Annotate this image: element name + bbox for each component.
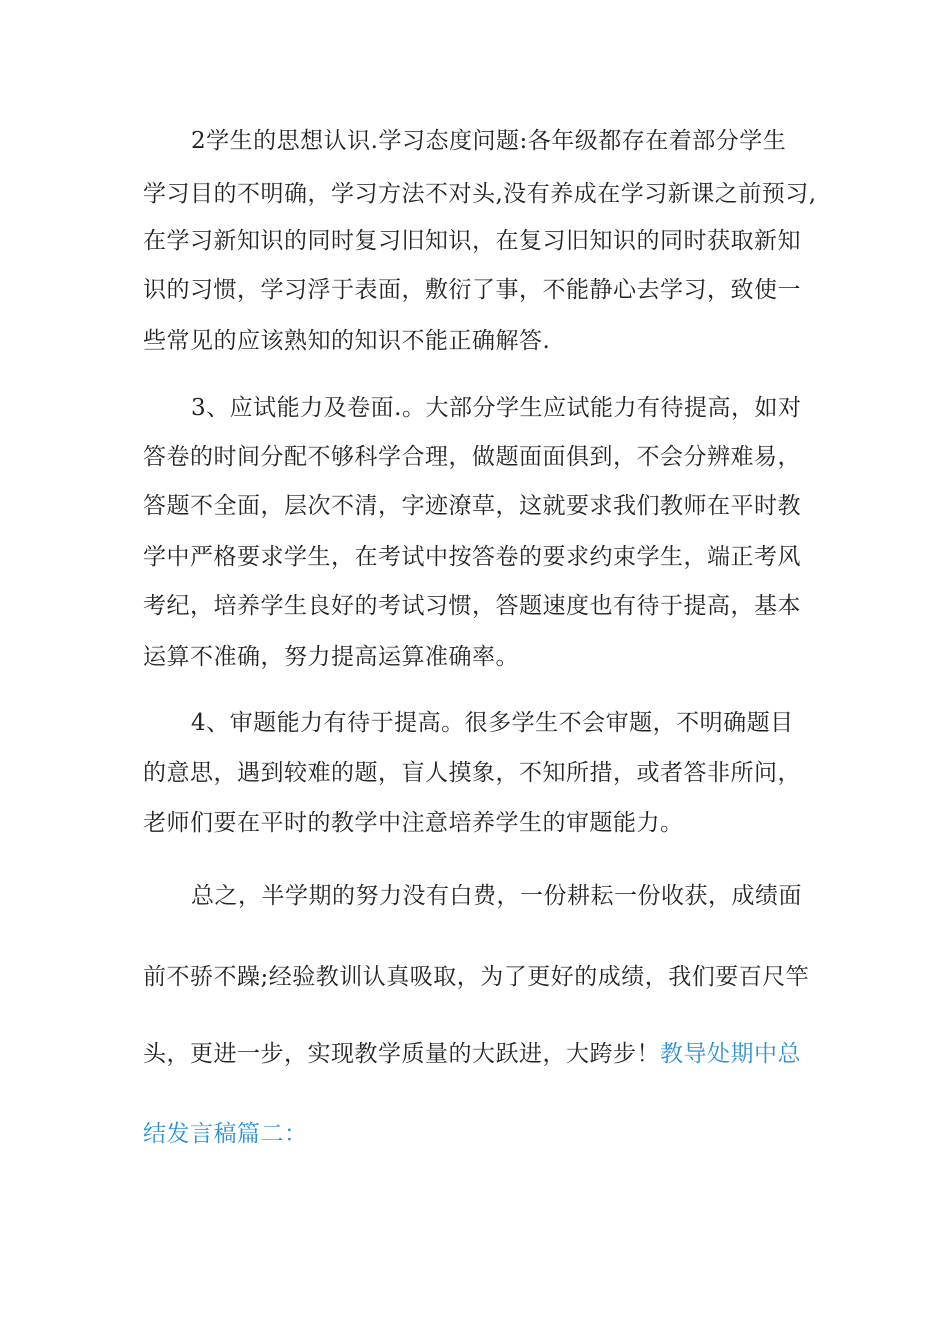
paragraph-4-line-1: 总之，半学期的努力没有白费，一份耕耘一份收获，成绩面	[191, 883, 802, 909]
paragraph-1-line-2: 学习目的不明确，学习方法不对头,没有养成在学习新课之前预习,	[143, 181, 817, 207]
paragraph-2-line-5: 考纪，培养学生良好的考试习惯，答题速度也有待于提高，基本	[143, 593, 801, 619]
paragraph-2-line-3: 答题不全面，层次不清，字迹潦草，这就要求我们教师在平时教	[143, 493, 801, 519]
paragraph-1-line-4: 识的习惯，学习浮于表面，敷衍了事，不能静心去学习，致使一	[143, 277, 801, 303]
paragraph-4-line-2: 前不骄不躁;经验教训认真吸取，为了更好的成绩，我们要百尺竿	[143, 964, 810, 990]
paragraph-1-line-1: 2学生的思想认识.学习态度问题:各年级都存在着部分学生	[191, 128, 787, 154]
paragraph-2-line-4: 学中严格要求学生，在考试中按答卷的要求约束学生，端正考风	[143, 544, 801, 570]
paragraph-3-line-2: 的意思，遇到较难的题，盲人摸象，不知所措，或者答非所问，	[143, 760, 801, 786]
paragraph-1-line-3: 在学习新知识的同时复习旧知识，在复习旧知识的同时获取新知	[143, 228, 801, 254]
paragraph-2-line-2: 答卷的时间分配不够科学合理，做题面面俱到，不会分辨难易，	[143, 444, 801, 470]
paragraph-4-line-3-text: 头，更进一步，实现教学质量的大跃进，大跨步！	[143, 1041, 660, 1067]
paragraph-2-line-1: 3、应试能力及卷面.。大部分学生应试能力有待提高，如对	[191, 395, 802, 421]
paragraph-4-line-3	[143, 1039, 801, 1069]
next-article-link-part-2[interactable]: 结发言稿篇二：	[143, 1121, 308, 1147]
paragraph-1-line-5: 些常见的应该熟知的知识不能正确解答.	[143, 328, 551, 354]
paragraph-3-line-1: 4、审题能力有待于提高。很多学生不会审题，不明确题目	[191, 710, 794, 736]
paragraph-3-line-3: 老师们要在平时的教学中注意培养学生的审题能力。	[143, 810, 684, 836]
next-article-link-part-1[interactable]: 教导处期中总	[660, 1041, 801, 1067]
paragraph-2-line-6: 运算不准确，努力提高运算准确率。	[143, 644, 519, 670]
